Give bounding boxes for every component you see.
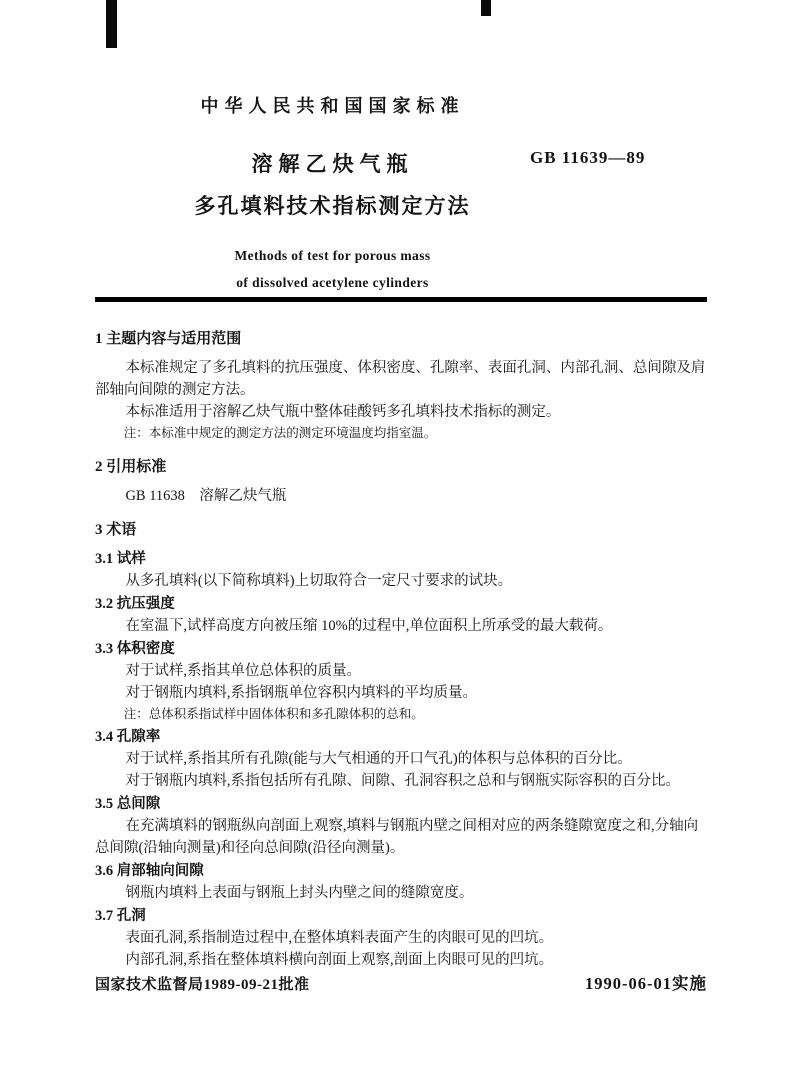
document-title-line2: 多孔填料技术指标测定方法 [194, 194, 471, 218]
subsection-heading: 3.7 孔洞 [95, 908, 146, 924]
subsection-heading: 3.2 抗压强度 [95, 596, 175, 612]
standard-number: GB 11639—89 [530, 148, 646, 167]
paragraph: 对于钢瓶内填料,系指钢瓶单位容积内填料的平均质量。 [125, 685, 478, 701]
document-title-line1: 溶解乙炔气瓶 [251, 152, 414, 176]
paragraph: 表面孔洞,系指制造过程中,在整体填料表面产生的肉眼可见的凹坑。 [125, 930, 554, 946]
note: 注：总体积系指试样中固体体积和多孔隙体积的总和。 [123, 707, 424, 721]
paragraph: 内部孔洞,系指在整体填料横向剖面上观察,剖面上肉眼可见的凹坑。 [125, 952, 554, 968]
standard-label: 中华人民共和国国家标准 [200, 96, 465, 116]
paragraph: 从多孔填料(以下简称填料)上切取符合一定尺寸要求的试块。 [125, 573, 513, 589]
paragraph: GB 11638 溶解乙炔气瓶 [125, 488, 287, 504]
section-heading: 3 术语 [95, 522, 137, 538]
paragraph: 本标准适用于溶解乙炔气瓶中整体硅酸钙多孔填料技术指标的测定。 [125, 404, 561, 420]
paragraph: 在充满填料的钢瓶纵向剖面上观察,填料与钢瓶内壁之间相对应的两条缝隙宽度之和,分轴向总间隙(沿轴向测量)和径向总间隙(沿径向测量)。 [95, 818, 699, 856]
english-title-line1: Methods of test for porous mass [234, 248, 431, 263]
section-heading: 1 主题内容与适用范围 [95, 331, 242, 347]
paragraph: 对于试样,系指其单位总体积的质量。 [125, 663, 362, 679]
subsection-heading: 3.1 试样 [95, 551, 146, 567]
subsection-heading: 3.3 体积密度 [95, 641, 175, 657]
scan-artifact [481, 0, 491, 16]
paragraph: 对于试样,系指其所有孔隙(能与大气相通的开口气孔)的体积与总体积的百分比。 [125, 751, 632, 767]
paragraph: 本标准规定了多孔填料的抗压强度、体积密度、孔隙率、表面孔洞、内部孔洞、总间隙及肩部轴向间隙的测定方法。 [95, 360, 706, 398]
document-body [95, 328, 711, 971]
subsection-heading: 3.6 肩部轴向间隙 [95, 863, 204, 879]
subsection-heading: 3.4 孔隙率 [95, 729, 161, 745]
document-footer [95, 970, 707, 994]
implementation-date: 1990-06-01实施 [585, 974, 707, 993]
paragraph: 对于钢瓶内填料,系指包括所有孔隙、间隙、孔洞容积之总和与钢瓶实际容积的百分比。 [125, 773, 681, 789]
document-header [95, 92, 570, 296]
scan-artifact [106, 0, 117, 48]
note: 注：本标准中规定的测定方法的测定环境温度均指室温。 [123, 426, 437, 440]
subsection-heading: 3.5 总间隙 [95, 796, 161, 812]
header-divider-rule [95, 297, 707, 302]
section-heading: 2 引用标准 [95, 459, 167, 475]
english-title-line2: of dissolved acetylene cylinders [236, 275, 429, 290]
approval-authority: 国家技术监督局1989-09-21批准 [95, 977, 310, 993]
paragraph: 钢瓶内填料上表面与钢瓶上封头内壁之间的缝隙宽度。 [125, 885, 474, 901]
paragraph: 在室温下,试样高度方向被压缩 10%的过程中,单位面积上所承受的最大载荷。 [125, 618, 613, 634]
